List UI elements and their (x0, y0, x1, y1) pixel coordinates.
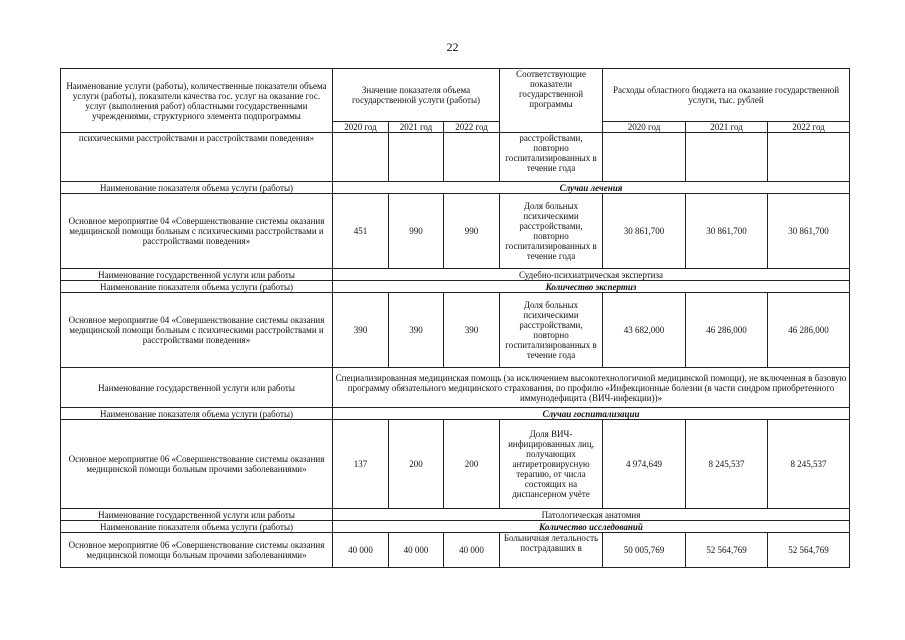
table-row (61, 521, 850, 533)
volume-2020: 390 (333, 293, 389, 368)
volume-2021: 40 000 (389, 533, 444, 568)
expense-2021: 30 861,700 (686, 194, 768, 269)
volume-2022: 990 (444, 194, 500, 269)
row-name-cell: психическими расстройствами и расстройствами поведения» (61, 133, 333, 182)
row-value-cell: Количество экспертиз (333, 281, 850, 293)
expense-2022: 8 245,537 (768, 420, 850, 509)
table-row (61, 293, 850, 368)
row-label-cell: Наименование государственной услуги или работы (61, 368, 333, 408)
row-label-cell: Наименование показателя объема услуги (работы) (61, 182, 333, 194)
row-label-cell: Наименование показателя объема услуги (работы) (61, 281, 333, 293)
expense-2022: 46 286,000 (768, 293, 850, 368)
volume-2022: 390 (444, 293, 500, 368)
empty-cell (768, 133, 850, 182)
table-row (61, 533, 850, 568)
empty-cell (389, 133, 444, 182)
volume-2021: 200 (389, 420, 444, 509)
year-volume-2022: 2022 год (444, 122, 500, 133)
expense-2021: 46 286,000 (686, 293, 768, 368)
row-name-cell: Основное мероприятие 06 «Совершенствование системы оказания медицинской помощи больным прочими заболеваниями» (61, 533, 333, 568)
page-number: 22 (446, 40, 459, 54)
year-expenses-2020: 2020 год (603, 122, 686, 133)
row-label-cell: Наименование показателя объема услуги (работы) (61, 521, 333, 533)
row-name-cell: Основное мероприятие 06 «Совершенствование системы оказания медицинской помощи больным прочими заболеваниями» (61, 420, 333, 509)
row-indicator-cell: Больничная летальность пострадавших в (500, 533, 603, 568)
expense-2020: 43 682,000 (603, 293, 686, 368)
table-row (61, 509, 850, 521)
volume-2020: 40 000 (333, 533, 389, 568)
header-row (61, 69, 850, 122)
expense-2020: 4 974,649 (603, 420, 686, 509)
empty-cell (686, 133, 768, 182)
table-row (61, 281, 850, 293)
volume-2020: 137 (333, 420, 389, 509)
expense-2020: 30 861,700 (603, 194, 686, 269)
header-volume-cell: Значение показателя объема государственной услуги (работы) (333, 69, 500, 122)
expense-2021: 8 245,537 (686, 420, 768, 509)
row-indicator-cell: Доля больных психическими расстройствами, повторно госпитализированных в течение года (500, 194, 603, 269)
year-expenses-2021: 2021 год (686, 122, 768, 133)
table-row (61, 408, 850, 420)
empty-cell (444, 133, 500, 182)
volume-2021: 390 (389, 293, 444, 368)
volume-2022: 200 (444, 420, 500, 509)
volume-2022: 40 000 (444, 533, 500, 568)
table-row (61, 269, 850, 281)
table-row (61, 194, 850, 269)
table-row (61, 182, 850, 194)
expense-2022: 30 861,700 (768, 194, 850, 269)
year-volume-2021: 2021 год (389, 122, 444, 133)
row-value-cell: Количество исследований (333, 521, 850, 533)
empty-cell (333, 133, 389, 182)
expense-2022: 52 564,769 (768, 533, 850, 568)
row-indicator-cell: Доля больных психическими расстройствами, повторно госпитализированных в течение года (500, 293, 603, 368)
expense-2020: 50 005,769 (603, 533, 686, 568)
header-expenses-cell: Расходы областного бюджета на оказание государственной услуги, тыс. рублей (603, 69, 850, 122)
table-row (61, 133, 850, 182)
row-indicator-cell: расстройствами, повторно госпитализированных в течение года (500, 133, 603, 182)
header-name-cell: Наименование услуги (работы), количественные показатели объема услуги (работы), показатели качества гос. услуг на оказание гос. услуг (выполнения работ) областными государственными учреждениями, структурного элемента подпрограммы (61, 69, 333, 133)
year-expenses-2022: 2022 год (768, 122, 850, 133)
budget-table (60, 68, 850, 568)
empty-cell (603, 133, 686, 182)
row-label-cell: Наименование показателя объема услуги (работы) (61, 408, 333, 420)
row-value-cell: Специализированная медицинская помощь (за исключением высокотехнологичной медицинской помощи), не включенная в базовую программу обязательного медицинского страхования, по профилю «Инфекционные болезни (в части синдром приобретенного иммунодефицита (ВИЧ-инфекции))» (333, 368, 850, 408)
volume-2021: 990 (389, 194, 444, 269)
row-value-cell: Случаи госпитализации (333, 408, 850, 420)
row-name-cell: Основное мероприятие 04 «Совершенствование системы оказания медицинской помощи больным с психическими расстройствами и расстройствами поведения» (61, 293, 333, 368)
expense-2021: 52 564,769 (686, 533, 768, 568)
row-name-cell: Основное мероприятие 04 «Совершенствование системы оказания медицинской помощи больным с психическими расстройствами и расстройствами поведения» (61, 194, 333, 269)
row-value-cell: Патологическая анатомия (333, 509, 850, 521)
row-value-cell: Судебно-психиатрическая экспертиза (333, 269, 850, 281)
budget-table-container (60, 68, 849, 568)
row-label-cell: Наименование государственной услуги или работы (61, 509, 333, 521)
header-indicators-cell: Соответствующие показатели государственной программы (500, 69, 603, 133)
row-indicator-cell: Доля ВИЧ-инфицированных лиц, получающих антиретровирусную терапию, от числа состоящих на диспансерном учёте (500, 420, 603, 509)
row-value-cell: Случаи лечения (333, 182, 850, 194)
year-volume-2020: 2020 год (333, 122, 389, 133)
row-label-cell: Наименование государственной услуги или работы (61, 269, 333, 281)
table-row (61, 420, 850, 509)
volume-2020: 451 (333, 194, 389, 269)
table-row (61, 368, 850, 408)
